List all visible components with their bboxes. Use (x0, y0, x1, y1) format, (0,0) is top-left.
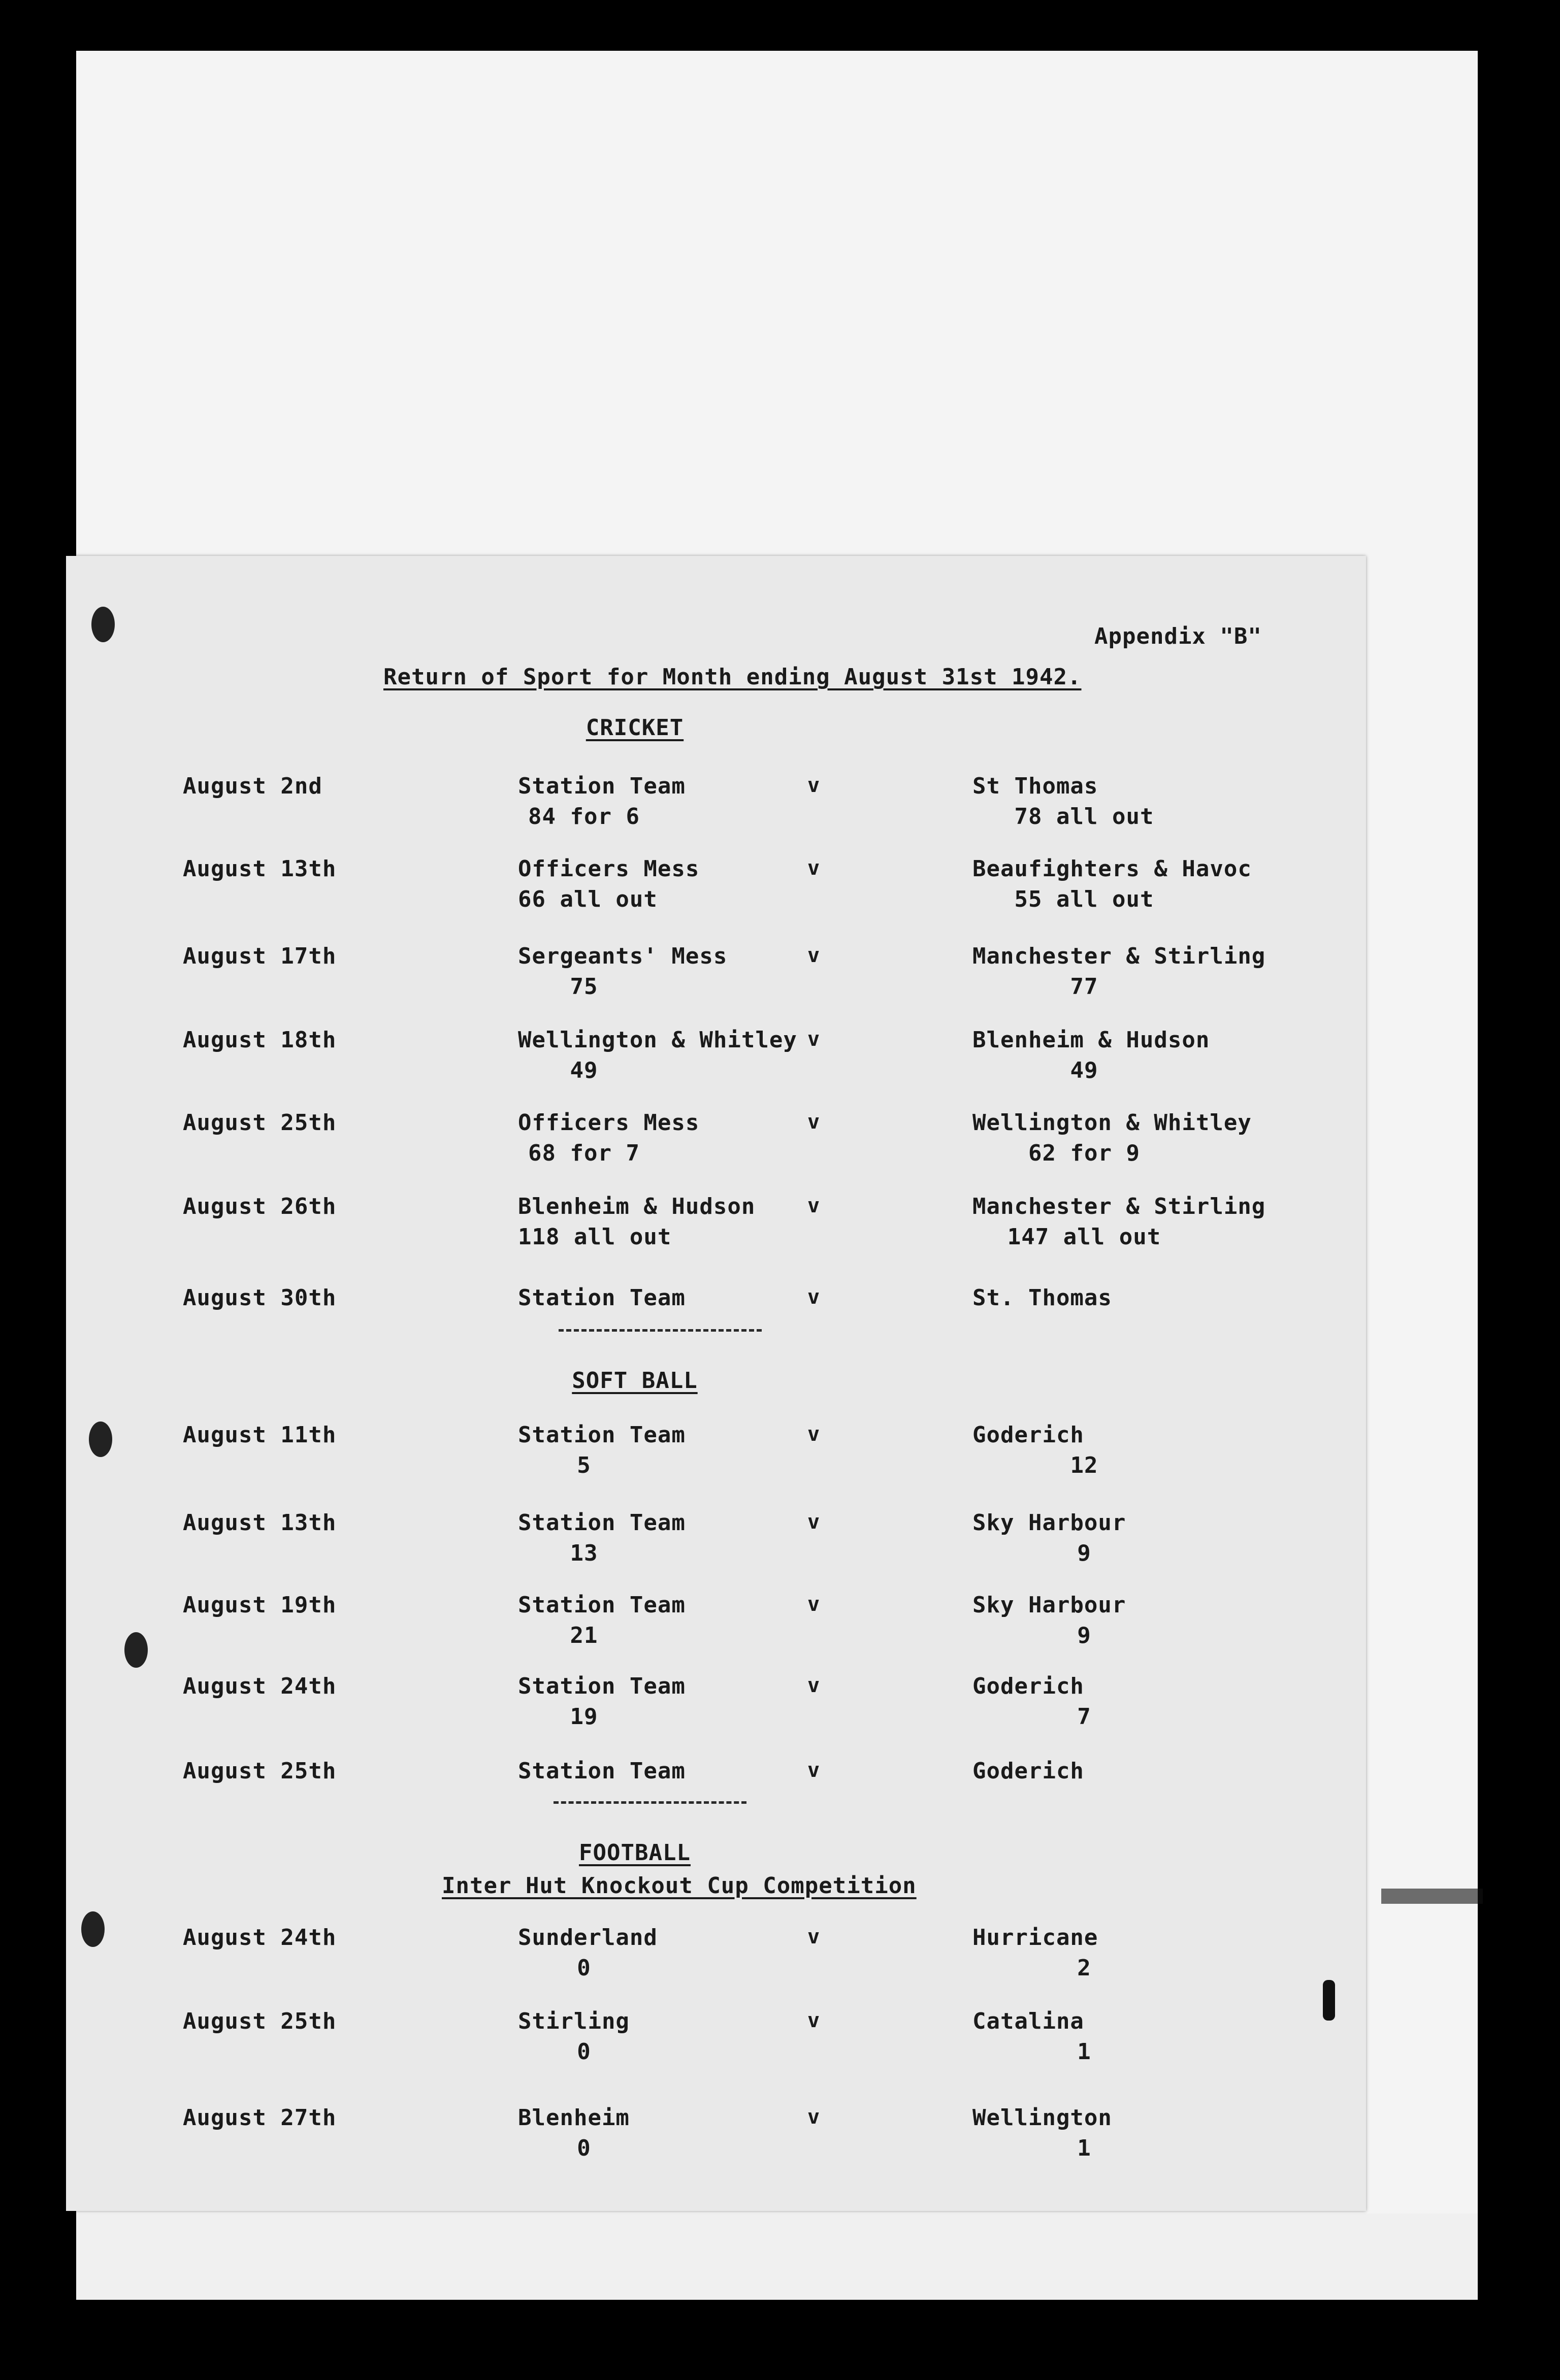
home-team: Officers Mess (518, 856, 700, 882)
versus-mark: v (807, 1194, 821, 1217)
home-score: 0 (577, 1955, 591, 1981)
match-date: August 13th (183, 1510, 337, 1536)
home-score: 0 (577, 2135, 591, 2161)
home-team: Stirling (518, 2008, 630, 2034)
away-score: 49 (1070, 1057, 1098, 1083)
away-score: 78 all out (1014, 804, 1154, 830)
home-score: 75 (570, 974, 598, 1000)
away-score: 55 all out (1014, 886, 1154, 912)
versus-mark: v (807, 1925, 821, 1948)
versus-mark: v (807, 774, 821, 797)
versus-mark: v (807, 944, 821, 967)
home-team: Station Team (518, 1673, 686, 1699)
match-date: August 26th (183, 1194, 337, 1219)
away-team: Blenheim & Hudson (972, 1027, 1210, 1053)
home-score: 66 all out (518, 886, 658, 912)
versus-mark: v (807, 856, 821, 880)
away-team: Goderich (972, 1673, 1084, 1699)
away-score: 9 (1077, 1540, 1091, 1566)
match-date: August 27th (183, 2105, 337, 2131)
home-team: Blenheim & Hudson (518, 1194, 756, 1219)
home-score: 13 (570, 1540, 598, 1566)
home-team: Sergeants' Mess (518, 943, 728, 969)
home-score: 5 (577, 1452, 591, 1478)
away-team: Goderich (972, 1758, 1084, 1784)
match-date: August 18th (183, 1027, 337, 1053)
versus-mark: v (807, 1423, 821, 1446)
home-team: Blenheim (518, 2105, 630, 2131)
match-date: August 25th (183, 2008, 337, 2034)
away-score: 1 (1077, 2135, 1091, 2161)
match-date: August 25th (183, 1758, 337, 1784)
away-score: 7 (1077, 1704, 1091, 1730)
away-team: Manchester & Stirling (972, 943, 1266, 969)
home-team: Wellington & Whitley (518, 1027, 797, 1053)
match-date: August 13th (183, 856, 337, 882)
away-team: St Thomas (972, 773, 1098, 799)
away-score: 62 for 9 (1028, 1140, 1140, 1166)
section-heading-cricket: CRICKET (586, 715, 684, 741)
home-team: Station Team (518, 1510, 686, 1536)
versus-mark: v (807, 2105, 821, 2129)
home-score: 0 (577, 2039, 591, 2065)
home-team: Station Team (518, 1422, 686, 1448)
away-team: Wellington (972, 2105, 1112, 2131)
home-score: 84 for 6 (528, 804, 640, 830)
away-team: Wellington & Whitley (972, 1110, 1252, 1136)
away-score: 2 (1077, 1955, 1091, 1981)
match-date: August 19th (183, 1592, 337, 1618)
away-team: Hurricane (972, 1925, 1098, 1951)
away-score: 1 (1077, 2039, 1091, 2065)
home-score: 49 (570, 1057, 598, 1083)
page-title: Return of Sport for Month ending August 31st 1942. (383, 664, 1082, 690)
versus-mark: v (807, 1593, 821, 1616)
versus-mark: v (807, 2009, 821, 2032)
home-score: 118 all out (518, 1224, 672, 1250)
versus-mark: v (807, 1674, 821, 1697)
section-divider (554, 1801, 746, 1804)
away-team: Goderich (972, 1422, 1084, 1448)
match-date: August 25th (183, 1110, 337, 1136)
section-heading-soft-ball: SOFT BALL (572, 1368, 698, 1394)
home-team: Station Team (518, 1592, 686, 1618)
section-subheading-football: Inter Hut Knockout Cup Competition (442, 1873, 917, 1899)
versus-mark: v (807, 1028, 821, 1051)
away-team: Beaufighters & Havoc (972, 856, 1252, 882)
versus-mark: v (807, 1759, 821, 1782)
away-score: 77 (1070, 974, 1098, 1000)
versus-mark: v (807, 1110, 821, 1134)
versus-mark: v (807, 1285, 821, 1309)
appendix-label: Appendix "B" (1094, 623, 1262, 649)
away-team: Sky Harbour (972, 1592, 1126, 1618)
away-team: Manchester & Stirling (972, 1194, 1266, 1219)
away-score: 12 (1070, 1452, 1098, 1478)
home-team: Station Team (518, 1285, 686, 1311)
away-score: 147 all out (1007, 1224, 1161, 1250)
section-heading-football: FOOTBALL (579, 1840, 691, 1866)
away-team: St. Thomas (972, 1285, 1112, 1311)
home-team: Station Team (518, 773, 686, 799)
match-date: August 24th (183, 1925, 337, 1951)
home-score: 68 for 7 (528, 1140, 640, 1166)
section-divider (559, 1329, 762, 1332)
match-date: August 11th (183, 1422, 337, 1448)
away-team: Sky Harbour (972, 1510, 1126, 1536)
match-date: August 24th (183, 1673, 337, 1699)
match-date: August 30th (183, 1285, 337, 1311)
away-team: Catalina (972, 2008, 1084, 2034)
home-team: Officers Mess (518, 1110, 700, 1136)
home-score: 21 (570, 1623, 598, 1648)
home-team: Station Team (518, 1758, 686, 1784)
match-date: August 2nd (183, 773, 322, 799)
versus-mark: v (807, 1510, 821, 1534)
home-score: 19 (570, 1704, 598, 1730)
home-team: Sunderland (518, 1925, 658, 1951)
match-date: August 17th (183, 943, 337, 969)
away-score: 9 (1077, 1623, 1091, 1648)
